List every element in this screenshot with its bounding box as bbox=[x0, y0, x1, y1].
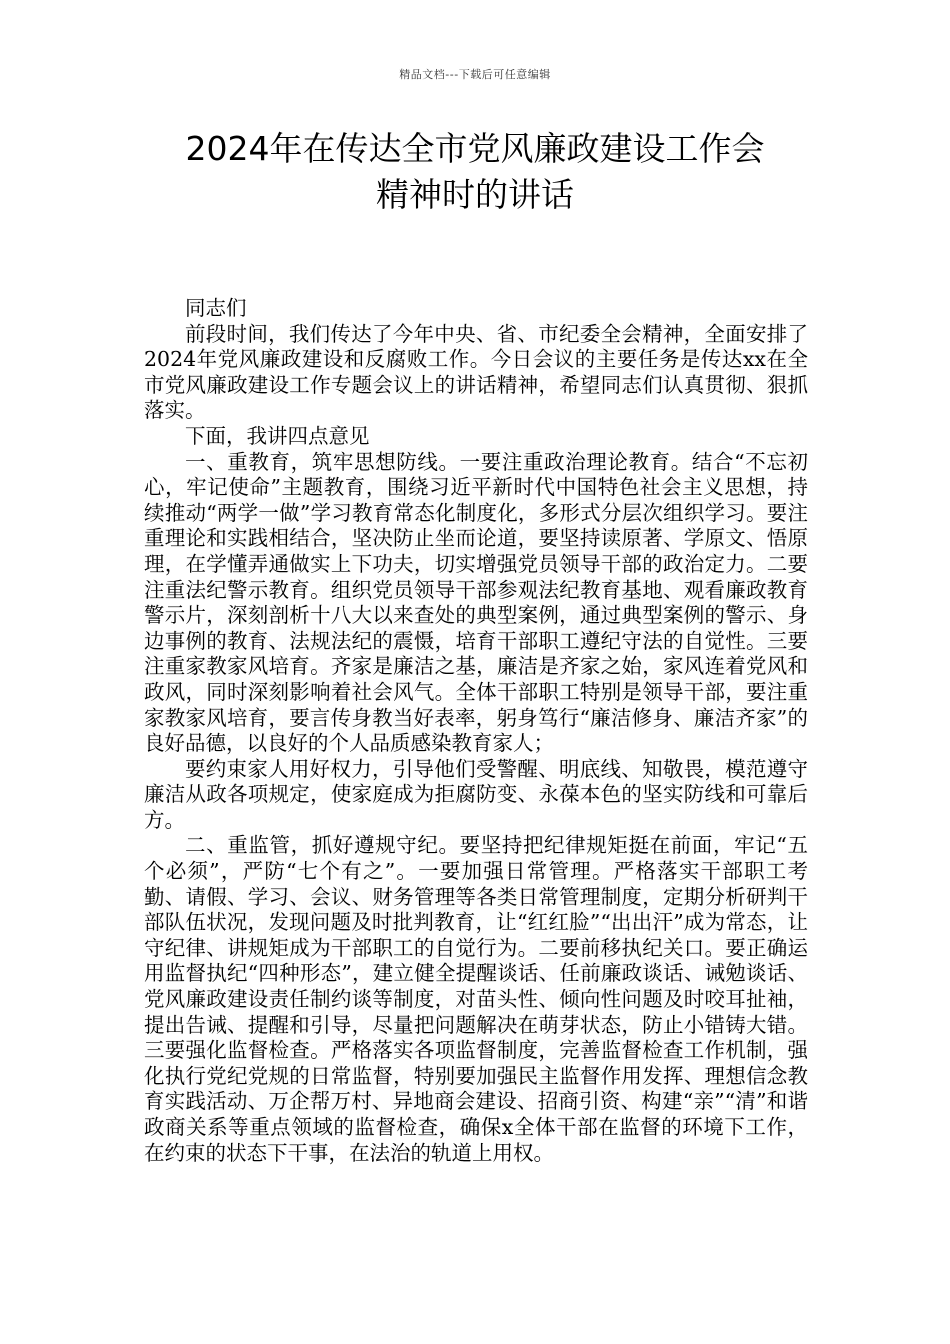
document-body bbox=[144, 296, 808, 1166]
paragraph-intro: 前段时间，我们传达了今年中央、省、市纪委全会精神，全面安排了2024年党风廉政建设和反腐败工作。今日会议的主要任务是传达xx在全市党风廉政建设工作专题会议上的讲话精神，希望同志们认真贯彻、狠抓落实。 bbox=[144, 321, 808, 423]
title-line-2: 精神时的讲话 bbox=[376, 175, 574, 214]
paragraph-section-2: 二、重监管，抓好遵规守纪。要坚持把纪律规矩挺在前面，牢记“五个必须”，严防“七个有之”。一要加强日常管理。严格落实干部职工考勤、请假、学习、会议、财务管理等各类日常管理制度，定期分析研判干部队伍状况，发现问题及时批判教育，让“红红脸”“出出汗”成为常态，让守纪律、讲规矩成为干部职工的自觉行为。二要前移执纪关口。要正确运用监督执纪“四种形态”，建立健全提醒谈话、任前廉政谈话、诫勉谈话、党风廉政建设责任制约谈等制度，对苗头性、倾向性问题及时咬耳扯袖，提出告诫、提醒和引导，尽量把问题解决在萌芽状态，防止小错铸大错。三要强化监督检查。严格落实各项监督制度，完善监督检查工作机制，强化执行党纪党规的日常监督，特别要加强民主监督作用发挥、理想信念教育实践活动、万企帮万村、异地商会建设、招商引资、构建“亲”“清”和谐政商关系等重点领域的监督检查，确保x全体干部在监督的环境下工作，在约束的状态下干事，在法治的轨道上用权。 bbox=[144, 833, 808, 1165]
page-header-watermark: 精品文档---下载后可任意编辑 bbox=[399, 68, 551, 81]
title-line-1: 2024年在传达全市党风廉政建设工作会 bbox=[185, 129, 765, 168]
salutation: 同志们 bbox=[185, 296, 247, 320]
paragraph-outline: 下面，我讲四点意见 bbox=[185, 423, 370, 448]
paragraph-section-1: 一、重教育，筑牢思想防线。一要注重政治理论教育。结合“不忘初心，牢记使命”主题教育，围绕习近平新时代中国特色社会主义思想，持续推动“两学一做”学习教育常态化制度化，多形式分层次组织学习。要注重理论和实践相结合，坚决防止坐而论道，要坚持读原著、学原文、悟原理，在学懂弄通做实上下功夫，切实增强党员领导干部的政治定力。二要注重法纪警示教育。组织党员领导干部参观法纪教育基地、观看廉政教育警示片，深刻剖析十八大以来查处的典型案例，通过典型案例的警示、身边事例的教育、法规法纪的震慑，培育干部职工遵纪守法的自觉性。三要注重家教家风培育。齐家是廉洁之基，廉洁是齐家之始，家风连着党风和政风，同时深刻影响着社会风气。全体干部职工特别是领导干部，要注重家教家风培育，要言传身教当好表率，躬身笃行“廉洁修身、廉洁齐家”的良好品德，以良好的个人品质感染教育家人； bbox=[144, 449, 808, 756]
document-title bbox=[0, 126, 950, 218]
paragraph-section-1-cont: 要约束家人用好权力，引导他们受警醒、明底线、知敬畏，模范遵守廉洁从政各项规定，使家庭成为拒腐防变、永葆本色的坚实防线和可靠后方。 bbox=[144, 756, 808, 832]
